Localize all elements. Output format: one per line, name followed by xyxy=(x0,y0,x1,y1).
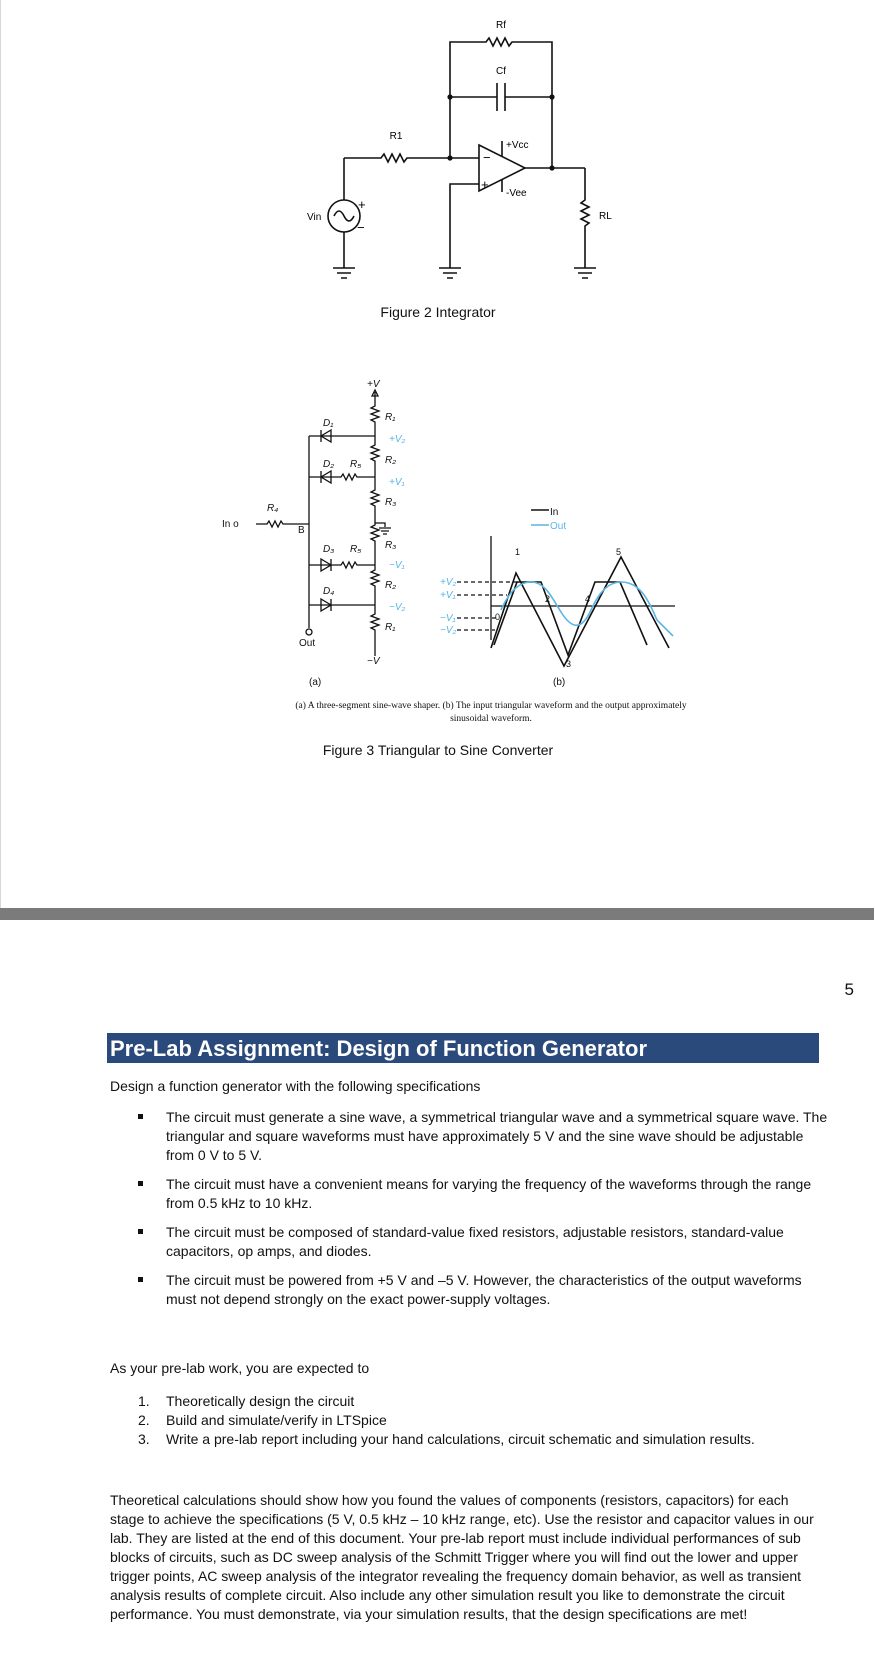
expected-intro-text: As your pre-lab work, you are expected to xyxy=(110,1360,370,1376)
y-mv1-label: −V₁ xyxy=(440,613,456,624)
plus-v-label: +V xyxy=(367,379,380,390)
y-pv2-label: +V₂ xyxy=(440,577,457,588)
list-item xyxy=(110,1411,755,1430)
tick-5-label: 5 xyxy=(616,547,622,557)
opamp-minus-sign: − xyxy=(483,150,491,165)
integrator-schematic xyxy=(1,0,875,300)
r5-bottom-label: R₅ xyxy=(350,544,362,555)
cf-label: Cf xyxy=(496,66,506,77)
spec-text: The circuit must be powered from +5 V and –5 V. However, the characteristics of the output waveforms must not depend strongly on the exact power-supply voltages. xyxy=(166,1272,802,1307)
tap-mv1-label: −V₁ xyxy=(389,560,405,571)
opamp-plus-sign: + xyxy=(481,177,489,192)
r2-bottom-label: R₂ xyxy=(385,580,397,591)
step-number: 1. xyxy=(138,1393,150,1409)
d2-label: D₂ xyxy=(323,459,335,470)
page-number: 5 xyxy=(844,980,854,999)
bullet-icon xyxy=(138,1114,143,1119)
document-page-2 xyxy=(0,920,874,1676)
tap-mv2-label: −V₂ xyxy=(389,602,406,613)
tick-4-label: 4 xyxy=(585,594,591,604)
step-text: Theoretically design the circuit xyxy=(166,1393,355,1409)
tick-1-label: 1 xyxy=(515,547,521,557)
tick-3-label: 3 xyxy=(566,659,572,669)
r2-top-label: R₂ xyxy=(385,455,397,466)
vcc-label: +Vcc xyxy=(506,140,529,151)
figure-2-caption: Figure 2 Integrator xyxy=(380,304,496,320)
in-terminal-label: In o xyxy=(222,519,239,530)
list-item xyxy=(110,1430,755,1449)
spec-text: The circuit must have a convenient means for varying the frequency of the waveforms through the range from 0.5 kHz to 10 kHz. xyxy=(166,1176,812,1211)
node-b-label: B xyxy=(298,525,305,536)
tap-pv2-label: +V₂ xyxy=(389,434,406,445)
bullet-icon xyxy=(138,1181,143,1186)
bullet-icon xyxy=(138,1277,143,1282)
page-divider xyxy=(0,908,874,920)
bullet-icon xyxy=(138,1229,143,1234)
spec-text: The circuit must generate a sine wave, a symmetrical triangular wave and a symmetrical square wave. The triangular and square waveforms must have approximately 5 V and the sine wave should be adjustable from 0 V to 5 V. xyxy=(166,1109,828,1163)
subfigure-a-label: (a) xyxy=(309,677,322,688)
d4-label: D₄ xyxy=(323,586,335,597)
r3-bottom-label: R₃ xyxy=(385,540,397,551)
vin-label: Vin xyxy=(307,212,322,223)
list-item xyxy=(110,1271,830,1309)
y-pv1-label: +V₁ xyxy=(440,590,456,601)
source-plus-sign: + xyxy=(358,197,366,212)
list-item xyxy=(110,1175,830,1213)
step-text: Build and simulate/verify in LTSpice xyxy=(166,1412,387,1428)
d3-label: D₃ xyxy=(323,544,335,555)
rl-label: RL xyxy=(599,211,612,222)
r1-bottom-label: R₁ xyxy=(385,622,396,633)
specifications-list xyxy=(110,1108,830,1319)
r1-top-label: R₁ xyxy=(385,412,396,423)
final-paragraph: Theoretical calculations should show how you found the values of components (resistors, capacitors) for each stage to achieve the specifications (5 V, 0.5 kHz – 10 kHz range, etc). Use the resistor and capacitor values in our lab. They are listed at the end of this document. Your pre-lab report must include individual performances of sub blocks of circuits, such as DC sweep analysis of the Schmitt Trigger where you will find out the lower and upper trigger points, AC sweep analysis of the integrator revealing the frequency domain behavior, as well as transient analysis results of complete circuit. Also include any other simulation result you like to demonstrate the circuit performance. You must demonstrate, via your simulation results, that the design specifications are met! xyxy=(110,1492,814,1622)
r1-label: R1 xyxy=(389,131,403,142)
intro-text: Design a function generator with the following specifications xyxy=(110,1078,481,1094)
figure-3-caption: Figure 3 Triangular to Sine Converter xyxy=(322,742,554,758)
y-mv2-label: −V₂ xyxy=(440,625,457,636)
section-heading: Pre-Lab Assignment: Design of Function Generator xyxy=(107,1033,819,1063)
step-number: 2. xyxy=(138,1412,150,1428)
tick-2-label: 2 xyxy=(545,594,551,604)
tap-pv1-label: +V₁ xyxy=(389,477,405,488)
legend-out-label: Out xyxy=(550,521,567,532)
subfigure-b-label: (b) xyxy=(553,677,566,688)
step-text: Write a pre-lab report including your hand calculations, circuit schematic and simulation results. xyxy=(166,1431,755,1447)
sine-shaper-figure xyxy=(1,360,875,688)
minus-v-label: −V xyxy=(367,656,380,667)
out-terminal-label: Out xyxy=(299,638,316,649)
list-item xyxy=(110,1392,755,1411)
step-number: 3. xyxy=(138,1431,150,1447)
legend-in-label: In xyxy=(550,507,559,518)
source-minus-sign: − xyxy=(357,220,365,235)
list-item xyxy=(110,1108,830,1165)
tick-0-label: 0 xyxy=(495,612,501,622)
list-item xyxy=(110,1223,830,1261)
r5-top-label: R₅ xyxy=(350,459,362,470)
r4-label: R₄ xyxy=(267,503,279,514)
steps-list xyxy=(110,1392,755,1449)
r3-top-label: R₃ xyxy=(385,497,397,508)
vee-label: -Vee xyxy=(506,188,527,199)
rf-label: Rf xyxy=(496,20,506,31)
d1-label: D₁ xyxy=(323,418,334,429)
spec-text: The circuit must be composed of standard-value fixed resistors, adjustable resistors, standard-value capacitors, op amps, and diodes. xyxy=(166,1224,784,1259)
figure-3-subcaption: (a) A three-segment sine-wave shaper. (b) The input triangular waveform and the output approximately sinusoidal waveform. xyxy=(295,701,687,724)
